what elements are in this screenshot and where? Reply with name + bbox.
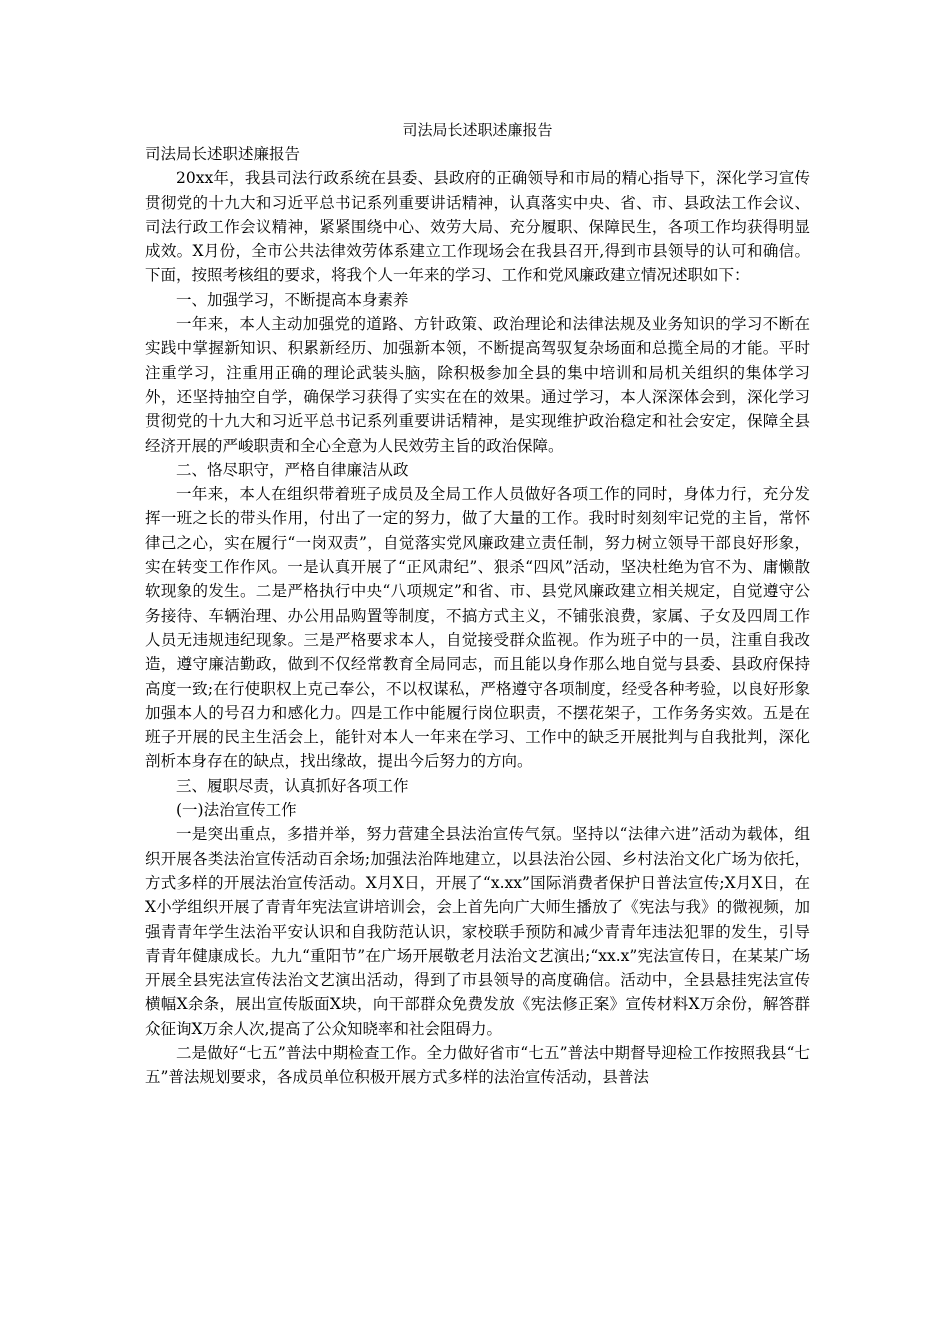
section-heading-2: 二、恪尽职守，严格自律廉洁从政 [176, 460, 409, 479]
section-2-paragraph: 一年来，本人在组织带着班子成员及全局工作人员做好各项工作的同时，身体力行，充分发挥一班之长的带头作用，付出了一定的努力，做了大量的工作。我时时刻刻牢记党的主旨，常怀律己之心，实在履行“一岗双责”，自觉落实党风廉政建立责任制，努力树立领导干部良好形象，实在转变工作作风。一是认真开展了“正风肃纪”、狠杀“四风”活动，坚决杜绝为官不为、庸懒散软现象的发生。二是严格执行中央“八项规定”和省、市、县党风廉政建立相关规定，自觉遵守公务接待、车辆治理、办公用品购置等制度，不搞方式主义，不铺张浪费，家属、子女及四周工作人员无违规违纪现象。三是严格要求本人，自觉接受群众监视。作为班子中的一员，注重自我改造，遵守廉洁勤政，做到不仅经常教育全局同志，而且能以身作那么地自觉与县委、县政府保持高度一致;在行使职权上克己奉公，不以权谋私，严格遵守各项制度，经受各种考验，以良好形象加强本人的号召力和感化力。四是工作中能履行岗位职责，不摆花架子，工作务务实效。五是在班子开展的民主生活会上，能针对本人一年来在学习、工作中的缺乏开展批判与自我批判，深化剖析本身存在的缺点，找出缘故，提出今后努力的方向。 [145, 485, 810, 771]
subsection-1-paragraph-1: 一是突出重点，多措并举，努力营建全县法治宣传气氛。坚持以“法律六进”活动为载体，组织开展各类法治宣传活动百余场;加强法治阵地建立，以县法治公园、乡村法治文化广场为依托，方式多样的开展法治宣传活动。X月X日，开展了“x.xx”国际消费者保护日普法宣传;X月X日，在X小学组织开展了青青年宪法宣讲培训会，会上首先向广大师生播放了《宪法与我》的微视频，加强青青年学生法治平安认识和自我防范认识，家校联手预防和减少青青年违法犯罪的发生，引导青青年健康成长。九九“重阳节”在广场开展敬老月法治文艺演出;“xx.x”宪法宣传日，在某某广场开展全县宪法宣传法治文艺演出活动，得到了市县领导的高度确信。活动中，全县悬挂宪法宣传横幅X余条，展出宣传版面X块，向干部群众免费发放《宪法修正案》宣传材料X万余份，解答群众征询X万余人次,提高了公众知晓率和社会阻碍力。 [145, 825, 810, 1038]
document-page [145, 118, 810, 1090]
section-heading-3: 三、履职尽责，认真抓好各项工作 [176, 776, 409, 795]
document-body [145, 142, 810, 1090]
intro-paragraph: 20xx年，我县司法行政系统在县委、县政府的正确领导和市局的精心指导下，深化学习宣传贯彻党的十九大和习近平总书记系列重要讲话精神，认真落实中央、省、市、县政法工作会议、司法行政工作会议精神，紧紧围绕中心、效劳大局、充分履职、保障民生，各项工作均获得明显成效。X月份，全市公共法律效劳体系建立工作现场会在我县召开,得到市县领导的认可和确信。下面，按照考核组的要求，将我个人一年来的学习、工作和党风廉政建立情况述职如下： [145, 169, 810, 285]
subsection-heading-1: (一)法治宣传工作 [176, 801, 297, 820]
section-heading-1: 一、加强学习，不断提高本身素养 [176, 290, 409, 309]
subsection-1-paragraph-2: 二是做好“七五”普法中期检查工作。全力做好省市“七五”普法中期督导迎检工作按照我县“七五”普法规划要求，各成员单位积极开展方式多样的法治宣传活动，县普法 [145, 1043, 810, 1087]
document-title: 司法局长述职述廉报告 [402, 121, 553, 139]
section-1-paragraph: 一年来，本人主动加强党的道路、方针政策、政治理论和法律法规及业务知识的学习不断在实践中掌握新知识、积累新经历、加强新本领，不断提高驾驭复杂场面和总揽全局的才能。平时注重学习，注重用正确的理论武装头脑，除积极参加全县的集中培训和局机关组织的集体学习外，还坚持抽空自学，确保学习获得了实实在在的效果。通过学习，本人深深体会到，深化学习贯彻党的十九大和习近平总书记系列重要讲话精神，是实现维护政治稳定和社会安定，保障全县经济开展的严峻职责和全心全意为人民效劳主旨的政治保障。 [145, 315, 810, 455]
body-subtitle: 司法局长述职述廉报告 [145, 145, 301, 163]
